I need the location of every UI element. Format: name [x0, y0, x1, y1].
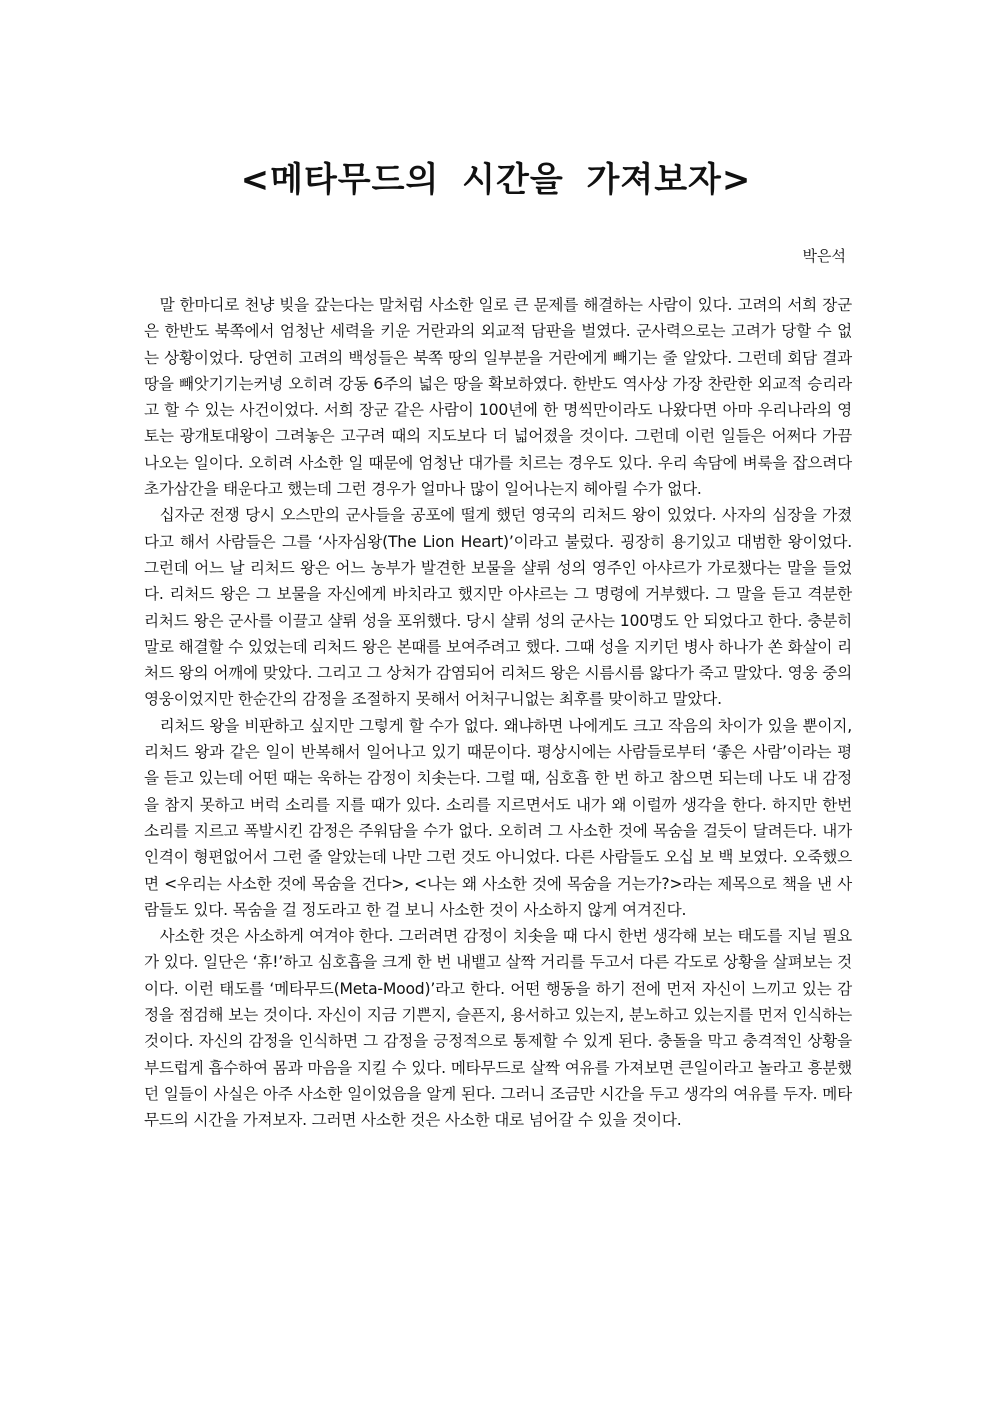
paragraph: 말 한마디로 천냥 빚을 갚는다는 말처럼 사소한 일로 큰 문제를 해결하는 사람이 있다. 고려의 서희 장군은 한반도 북쪽에서 엄청난 세력을 키운 거란과의 외교적 담판을 벌였다. 군사력으로는 고려가 당할 수 없는 상황이었다. 당연히 고려의 백성들은 북쪽 땅의 일부분을 거란에게 빼기는 줄 알았다. 그런데 회담 결과 땅을 빼앗기기는커녕 오히려 강동 6주의 넓은 땅을 확보하였다. 한반도 역사상 가장 찬란한 외교적 승리라고 할 수 있는 사건이었다. 서희 장군 같은 사람이 100년에 한 명씩만이라도 나왔다면 아마 우리나라의 영토는 광개토대왕이 그려놓은 고구려 때의 지도보다 더 넓어졌을 것이다. 그런데 이런 일들은 어쩌다 가끔 나오는 일이다. 오히려 사소한 일 때문에 엄청난 대가를 치르는 경우도 있다. 우리 속담에 벼룩을 잡으려다 초가삼간을 태운다고 했는데 그런 경우가 얼마나 많이 일어나는지 헤아릴 수가 없다.: [144, 296, 852, 499]
page-title: <메타무드의 시간을 가져보자>: [240, 160, 752, 200]
paragraph: 리처드 왕을 비판하고 싶지만 그렇게 할 수가 없다. 왜냐하면 나에게도 크고 작음의 차이가 있을 뿐이지, 리처드 왕과 같은 일이 반복해서 일어나고 있기 때문이다. 평상시에는 사람들로부터 ‘좋은 사람’이라는 평을 듣고 있는데 어떤 때는 욱하는 감정이 치솟는다. 그럴 때, 심호흡 한 번 하고 참으면 되는데 나도 내 감정을 참지 못하고 버럭 소리를 지를 때가 있다. 소리를 지르면서도 내가 왜 이럴까 생각을 한다. 하지만 한번 소리를 지르고 폭발시킨 감정은 주워담을 수가 없다. 오히려 그 사소한 것에 목숨을 걸듯이 달려든다. 내가 인격이 형편없어서 그런 줄 알았는데 나만 그런 것도 아니었다. 다른 사람들도 오십 보 백 보였다. 오죽했으면 <우리는 사소한 것에 목숨을 건다>, <나는 왜 사소한 것에 목숨을 거는가?>라는 제목으로 책을 낸 사람들도 있다. 목숨을 걸 정도라고 한 걸 보니 사소한 것이 사소하지 않게 여겨진다.: [144, 716, 852, 919]
paragraph: 십자군 전쟁 당시 오스만의 군사들을 공포에 떨게 했던 영국의 리처드 왕이 있었다. 사자의 심장을 가졌다고 해서 사람들은 그를 ‘사자심왕(The Lion Heart)’이라고 불렀다. 굉장히 용기있고 대범한 왕이었다. 그런데 어느 날 리처드 왕은 어느 농부가 발견한 보물을 샬뤼 성의 영주인 아샤르가 가로챘다는 말을 들었다. 리처드 왕은 그 보물을 자신에게 바치라고 했지만 아샤르는 그 명령에 거부했다. 그 말을 듣고 격분한 리처드 왕은 군사를 이끌고 샬뤼 성을 포위했다. 당시 샬뤼 성의 군사는 100명도 안 되었다고 한다. 충분히 말로 해결할 수 있었는데 리처드 왕은 본때를 보여주려고 했다. 그때 성을 지키던 병사 하나가 쏜 화살이 리처드 왕의 어깨에 맞았다. 그리고 그 상처가 감염되어 리처드 왕은 시름시름 앓다가 죽고 말았다. 영웅 중의 영웅이었지만 한순간의 감정을 조절하지 못해서 어처구니없는 최후를 맞이하고 말았다.: [144, 506, 852, 709]
essay-body: [144, 292, 852, 1134]
author-name: 박은석: [802, 247, 846, 265]
paragraph: 사소한 것은 사소하게 여겨야 한다. 그러려면 감정이 치솟을 때 다시 한번 생각해 보는 태도를 지닐 필요가 있다. 일단은 ‘휴!’하고 심호흡을 크게 한 번 내뱉고 살짝 거리를 두고서 다른 각도로 상황을 살펴보는 것이다. 이런 태도를 ‘메타무드(Meta-Mood)’라고 한다. 어떤 행동을 하기 전에 먼저 자신이 느끼고 있는 감정을 점검해 보는 것이다. 자신이 지금 기쁜지, 슬픈지, 용서하고 있는지, 분노하고 있는지를 먼저 인식하는 것이다. 자신의 감정을 인식하면 그 감정을 긍정적으로 통제할 수 있게 된다. 충돌을 막고 충격적인 상황을 부드럽게 흡수하여 몸과 마음을 지킬 수 있다. 메타무드로 살짝 여유를 가져보면 큰일이라고 놀라고 흥분했던 일들이 사실은 아주 사소한 일이었음을 알게 된다. 그러니 조금만 시간을 두고 생각의 여유를 두자. 메타무드의 시간을 가져보자. 그러면 사소한 것은 사소한 대로 넘어갈 수 있을 것이다.: [144, 927, 852, 1130]
